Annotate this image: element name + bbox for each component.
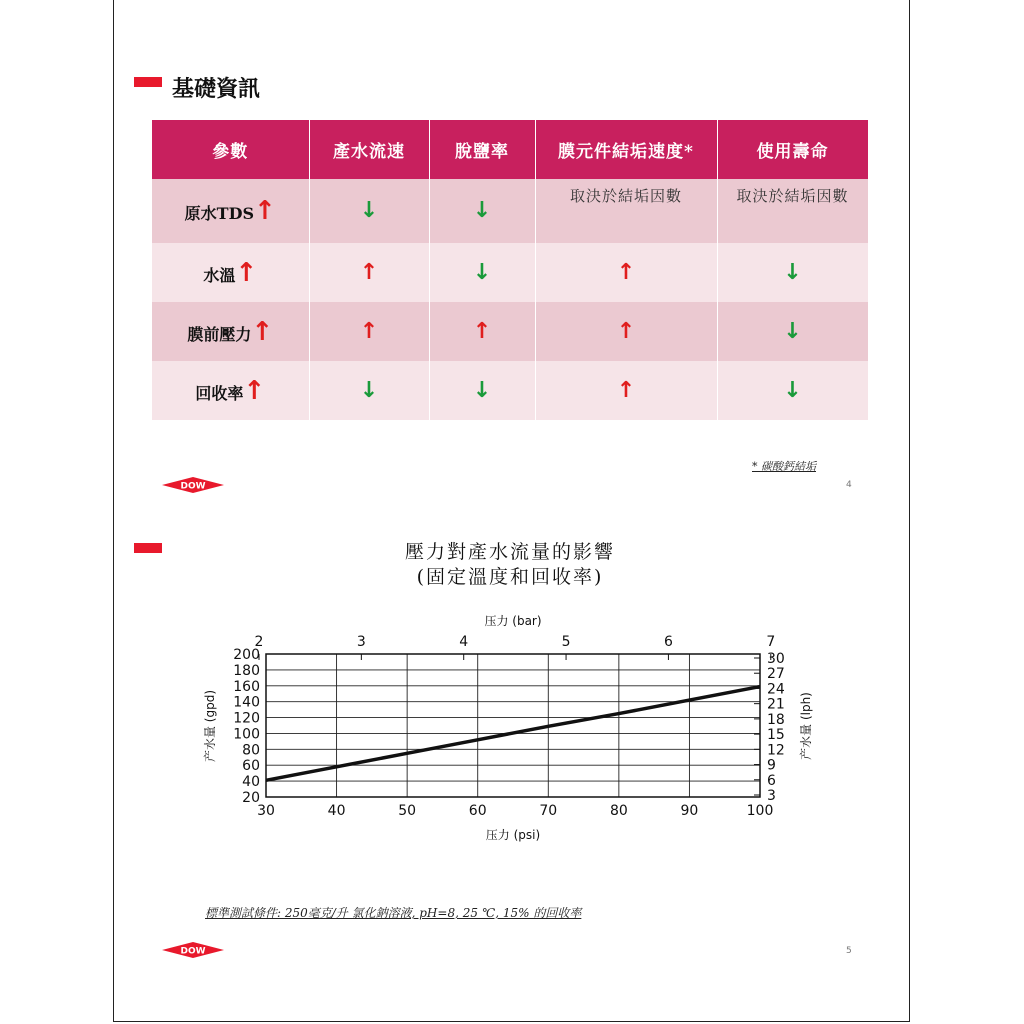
info-table — [152, 120, 869, 420]
page-number: 5 — [846, 946, 852, 956]
table-header: 參數 — [152, 120, 309, 179]
y2-tick-label: 3 — [767, 788, 776, 804]
arrow-up-icon: ↑ — [243, 375, 266, 406]
y-tick-label: 100 — [233, 726, 260, 743]
arrow-up-icon: ↑ — [472, 318, 492, 344]
accent-bar — [134, 77, 162, 87]
arrow-up-icon: ↑ — [359, 318, 379, 344]
y2-tick-label: 9 — [767, 757, 776, 774]
arrow-up-icon: ↑ — [616, 377, 636, 403]
y-tick-label: 200 — [233, 647, 260, 663]
arrow-up-icon: ↑ — [251, 316, 274, 347]
table-header: 脫鹽率 — [429, 120, 535, 179]
svg-text:DOW: DOW — [180, 946, 206, 957]
x-axis-label: 压力 (psi) — [485, 828, 541, 842]
row-label — [152, 302, 309, 361]
x2-tick-label: 6 — [663, 634, 673, 650]
x-tick-label: 80 — [609, 803, 628, 819]
arrow-up-icon: ↑ — [359, 259, 379, 285]
pressure-flow-chart — [190, 606, 830, 846]
table-cell — [535, 361, 717, 420]
table-header-row — [152, 120, 868, 179]
arrow-up-icon: ↑ — [254, 196, 276, 226]
x-tick-label: 70 — [539, 803, 558, 819]
table-cell — [429, 243, 535, 302]
x-tick-label: 40 — [327, 803, 346, 819]
chart-ticks — [233, 634, 785, 819]
arrow-down-icon: ↓ — [783, 377, 802, 403]
table-cell — [429, 361, 535, 420]
x2-tick-label: 3 — [356, 634, 366, 650]
y2-tick-label: 15 — [767, 727, 785, 744]
arrow-down-icon: ↓ — [783, 259, 802, 285]
arrow-down-icon: ↓ — [783, 318, 802, 344]
table-cell — [309, 179, 429, 243]
y-tick-label: 40 — [242, 774, 260, 791]
y2-tick-label: 30 — [767, 651, 785, 667]
top-axis-label: 压力 (bar) — [484, 614, 542, 628]
table-cell — [309, 302, 429, 361]
chart-title: 壓力對產水流量的影響 — [404, 541, 615, 563]
y2-tick-label: 12 — [767, 742, 785, 759]
chart-subtitle: (固定溫度和回收率) — [416, 566, 604, 588]
x2-tick-label: 4 — [459, 634, 469, 650]
table-row — [152, 361, 868, 420]
plot-frame — [266, 654, 760, 797]
svg-text:DOW: DOW — [180, 481, 206, 492]
arrow-down-icon: ↓ — [472, 259, 492, 285]
table-row — [152, 179, 868, 243]
row-label — [152, 243, 309, 302]
table-cell-text: 取決於結垢因數 — [717, 179, 868, 243]
table-cell — [309, 361, 429, 420]
accent-bar — [134, 543, 162, 553]
table-cell — [535, 302, 717, 361]
y-axis-label: 产水量 (gpd) — [203, 689, 217, 763]
row-label-text: 原水TDS — [184, 204, 255, 223]
table-header: 膜元件結垢速度* — [535, 120, 717, 179]
y-tick-label: 80 — [242, 742, 260, 759]
y-tick-label: 140 — [233, 694, 260, 711]
row-label-text: 水溫 — [203, 265, 236, 285]
chart-grid — [266, 654, 760, 797]
x-tick-label: 50 — [398, 803, 417, 819]
x-tick-label: 30 — [257, 803, 275, 819]
arrow-down-icon: ↓ — [359, 198, 379, 223]
y2-tick-label: 27 — [767, 666, 785, 683]
row-label-text: 回收率 — [195, 383, 244, 403]
y-tick-label: 160 — [233, 678, 260, 695]
table-cell — [429, 179, 535, 243]
section-heading: 基礎資訊 — [172, 76, 261, 102]
x2-tick-label: 5 — [561, 634, 571, 650]
table-cell — [717, 243, 868, 302]
y-tick-label: 120 — [233, 710, 260, 727]
table-cell — [717, 361, 868, 420]
table-row — [152, 302, 868, 361]
y2-tick-label: 6 — [767, 772, 776, 789]
dow-logo — [162, 477, 224, 493]
arrow-down-icon: ↓ — [472, 377, 492, 403]
y2-axis-label: 产水量 (lph) — [799, 692, 813, 760]
row-label — [152, 361, 309, 420]
x-tick-label: 90 — [680, 803, 699, 819]
x2-tick-label: 7 — [766, 634, 776, 650]
y2-tick-label: 24 — [767, 681, 785, 698]
y2-tick-label: 18 — [767, 711, 785, 728]
row-label-text: 膜前壓力 — [187, 324, 252, 344]
arrow-down-icon: ↓ — [359, 377, 379, 403]
y-tick-label: 20 — [242, 790, 260, 806]
table-header: 產水流速 — [309, 120, 429, 179]
y-tick-label: 60 — [242, 758, 260, 775]
page-number: 4 — [846, 480, 852, 490]
arrow-up-icon: ↑ — [616, 259, 636, 285]
arrow-down-icon: ↓ — [472, 198, 492, 223]
dow-logo — [162, 942, 224, 958]
table-row — [152, 243, 868, 302]
x-tick-label: 60 — [468, 803, 487, 819]
table-cell — [309, 243, 429, 302]
arrow-up-icon: ↑ — [235, 257, 258, 288]
y2-tick-label: 21 — [767, 696, 785, 713]
y-tick-label: 180 — [233, 662, 260, 679]
footnote: * 碳酸鈣結垢 — [752, 460, 816, 473]
table-cell — [535, 243, 717, 302]
x-tick-label: 100 — [746, 803, 774, 819]
arrow-up-icon: ↑ — [616, 318, 636, 344]
test-conditions: 標準測試條件: 250毫克/升 氯化鈉溶液, pH=8, 25 ℃, 15% 的回收率 — [205, 906, 582, 920]
x2-tick-label: 2 — [254, 634, 264, 650]
table-cell — [717, 302, 868, 361]
row-label — [152, 179, 309, 243]
table-cell-text: 取決於結垢因數 — [535, 179, 717, 243]
table-header: 使用壽命 — [717, 120, 868, 179]
table-cell — [429, 302, 535, 361]
